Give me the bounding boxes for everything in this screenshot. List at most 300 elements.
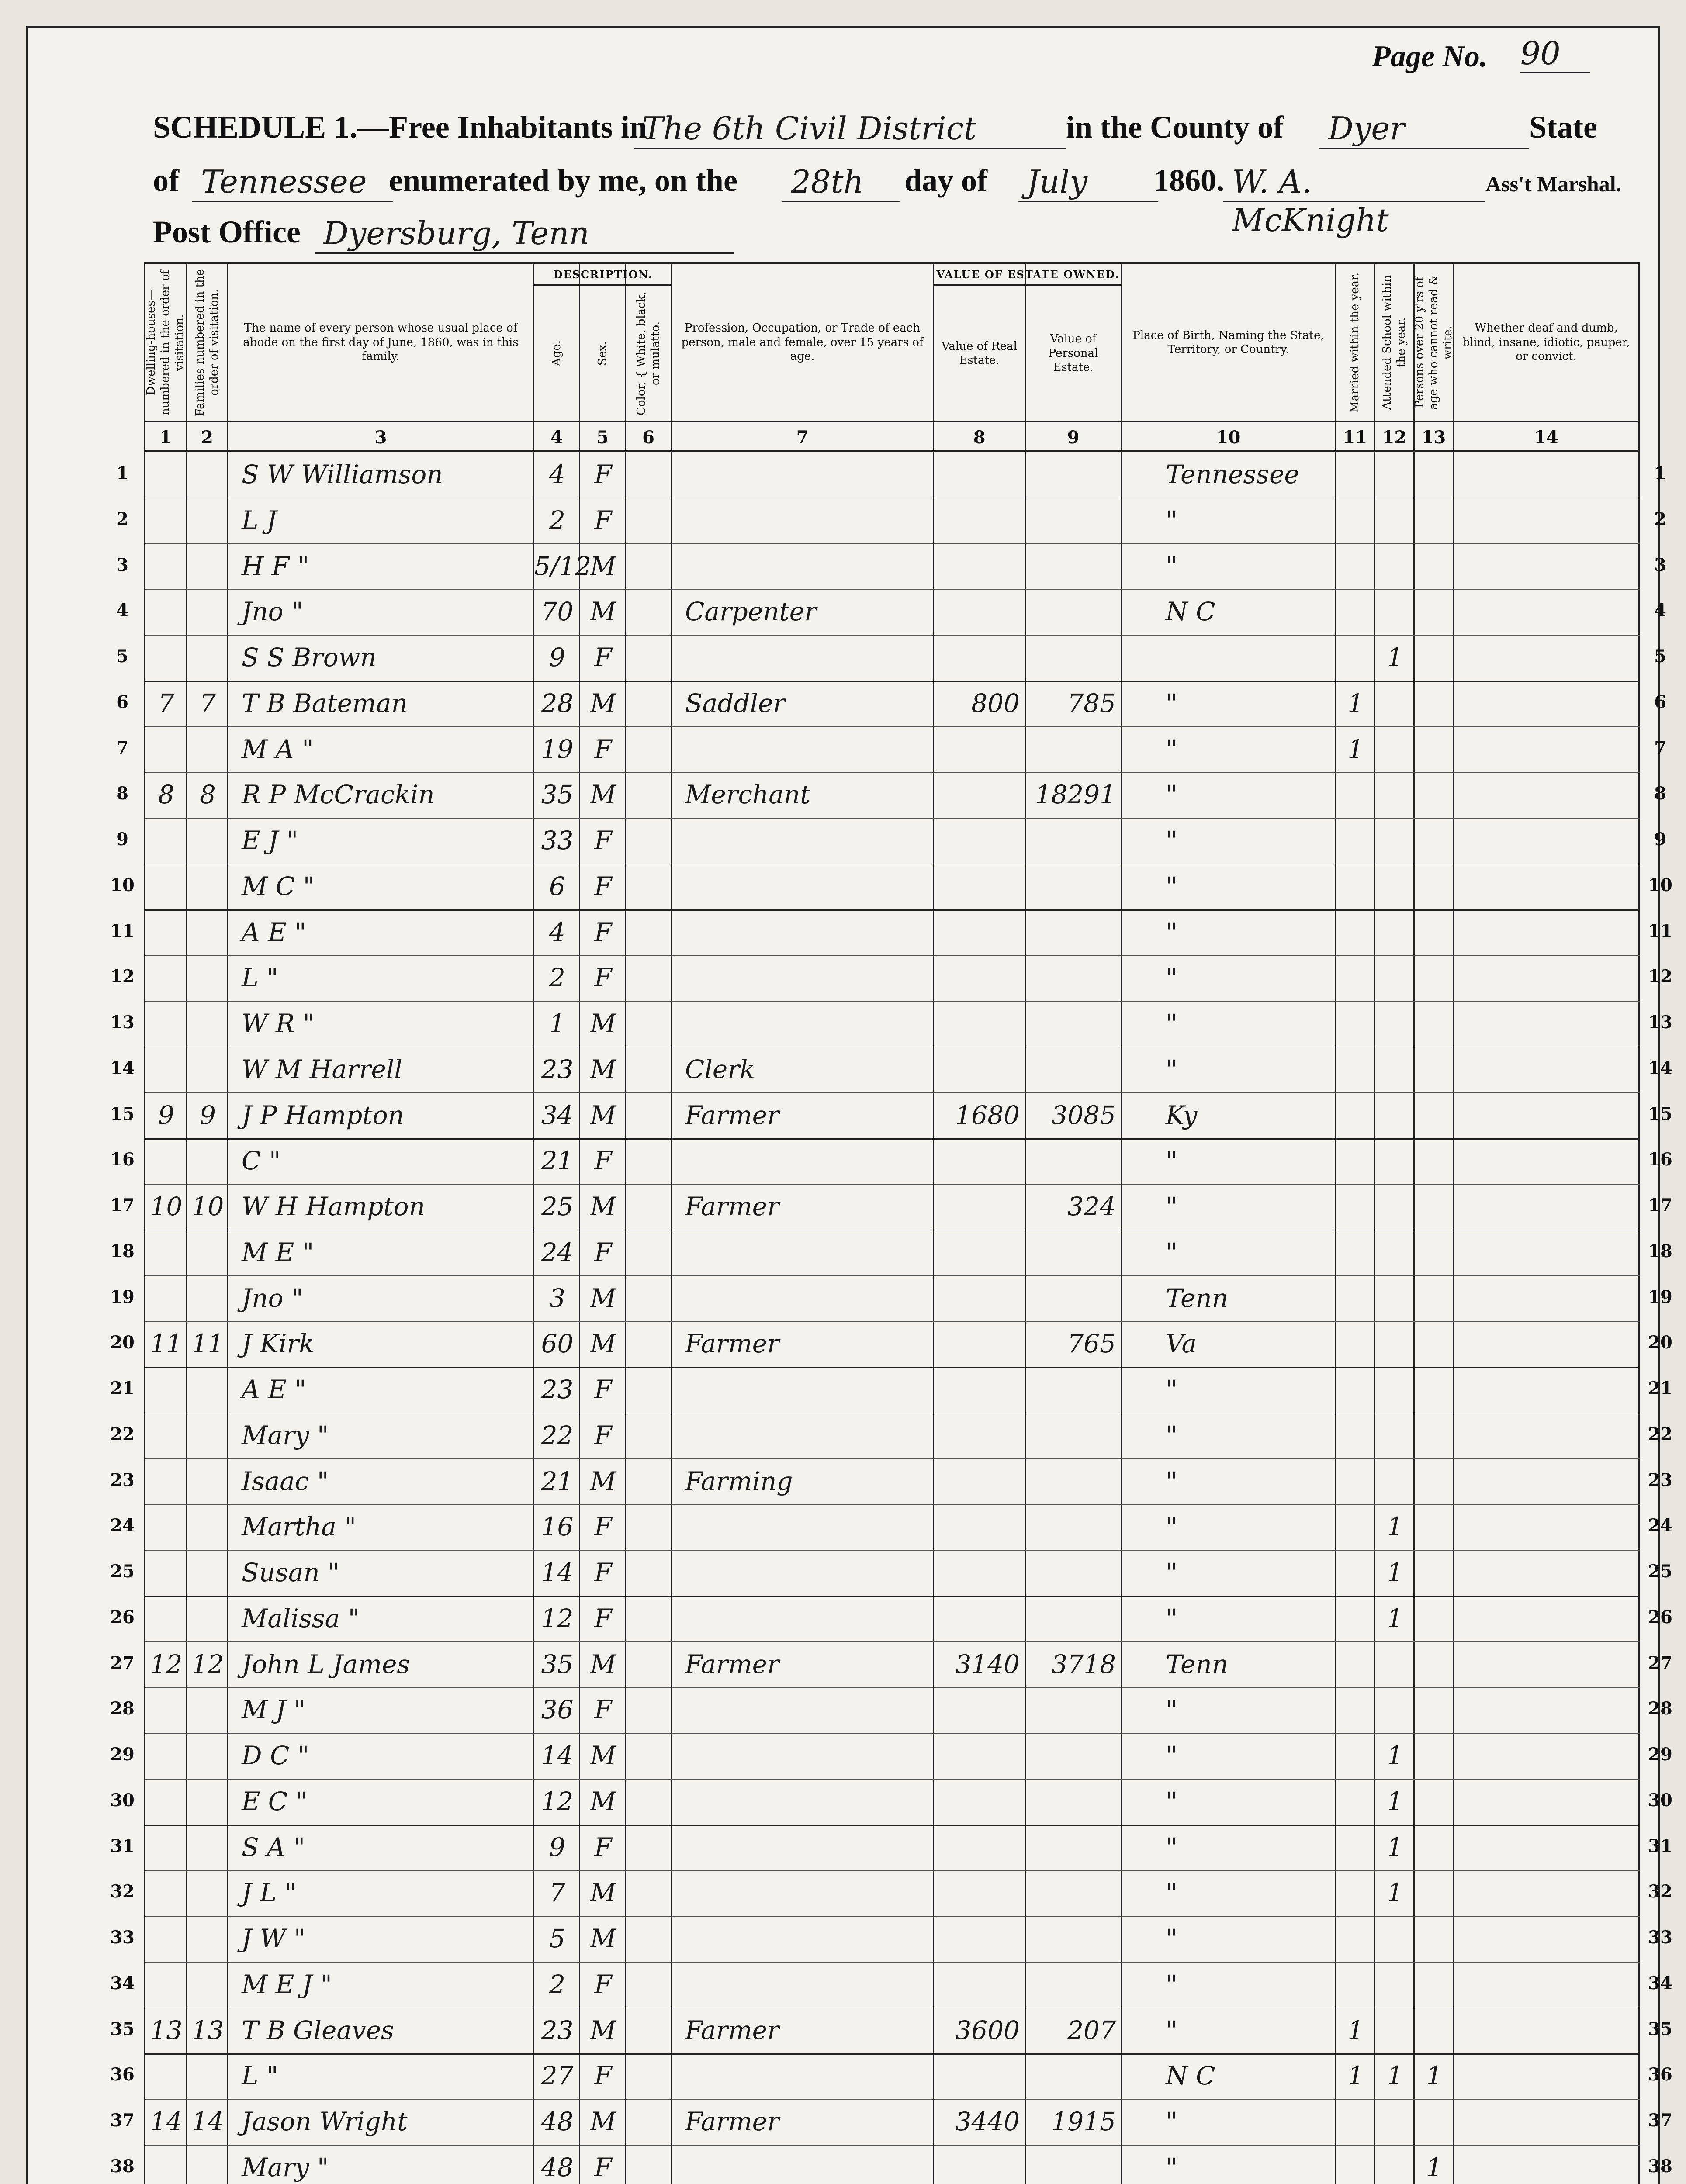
cell-occ: Merchant — [685, 780, 810, 810]
cell-real — [934, 1870, 1026, 1915]
cell-sch: 1 — [1387, 1832, 1403, 1862]
cell-real — [934, 1916, 1026, 1961]
cell-birth: " — [1166, 551, 1177, 581]
column-14 — [1454, 264, 1640, 2184]
cell-sex: M — [590, 1100, 616, 1130]
line-number-right: 38 — [1648, 2156, 1672, 2177]
cell-fam — [187, 955, 228, 1000]
column-number-9: 9 — [1026, 421, 1121, 452]
cell-pers: 3718 — [1051, 1649, 1116, 1679]
cell-pers — [1026, 1962, 1122, 2007]
cell-sex: M — [590, 1054, 616, 1084]
cell-birth: " — [1166, 1009, 1177, 1038]
cell-fam: 11 — [191, 1329, 224, 1359]
cell-sex: M — [590, 688, 616, 718]
cell-sch — [1375, 1184, 1415, 1229]
cell-occ — [672, 1687, 934, 1732]
cell-age: 33 — [541, 826, 574, 855]
cell-fam — [187, 1504, 228, 1549]
cell-dw — [145, 2053, 187, 2098]
cell-birth: " — [1166, 1237, 1177, 1267]
cell-birth: " — [1166, 1466, 1177, 1496]
column-number-2: 2 — [187, 421, 227, 452]
cell-sch — [1375, 1001, 1415, 1046]
cell-occ — [672, 1413, 934, 1458]
cell-occ — [672, 864, 934, 909]
cell-fam — [187, 1275, 228, 1321]
cell-real — [934, 1687, 1026, 1732]
cell-occ — [672, 909, 934, 955]
cell-birth: " — [1166, 2107, 1177, 2136]
cell-age: 24 — [541, 1237, 574, 1267]
cell-dw — [145, 543, 187, 589]
cell-sex: M — [590, 1466, 616, 1496]
cell-birth: " — [1166, 1146, 1177, 1176]
cell-name: D C " — [242, 1741, 309, 1770]
cell-sch: 1 — [1387, 1512, 1403, 1542]
line-number-right: 29 — [1648, 1744, 1672, 1765]
cell-fam: 13 — [191, 2015, 224, 2045]
cell-dw — [145, 1504, 187, 1549]
cell-occ: Farmer — [685, 1100, 779, 1130]
cell-sch — [1375, 1916, 1415, 1961]
line-number-right: 23 — [1648, 1469, 1672, 1490]
cell-age: 16 — [541, 1512, 574, 1542]
cell-mar — [1336, 498, 1375, 543]
cell-fam: 14 — [191, 2107, 224, 2136]
line-number-left: 27 — [110, 1652, 135, 1673]
cell-sex: F — [594, 2152, 612, 2182]
cell-dw: 9 — [158, 1100, 174, 1130]
column-header-14: Whether deaf and dumb, blind, insane, idiotic, pauper, or convict. — [1462, 321, 1630, 363]
cell-ill — [1415, 1733, 1454, 1778]
cell-age: 4 — [549, 460, 565, 489]
line-number-right: 17 — [1648, 1195, 1672, 1216]
cell-sex: F — [594, 460, 612, 489]
cell-dw — [145, 818, 187, 863]
cell-sch — [1375, 1687, 1415, 1732]
cell-sex: F — [594, 1832, 612, 1862]
cell-sch — [1375, 1321, 1415, 1366]
cell-birth: " — [1166, 1054, 1177, 1084]
cell-fam — [187, 589, 228, 634]
line-number-right: 11 — [1648, 920, 1672, 941]
cell-sex: M — [590, 1283, 616, 1313]
cell-mar — [1336, 1047, 1375, 1092]
line-number-right: 21 — [1648, 1378, 1672, 1399]
cell-sex: M — [590, 551, 616, 581]
cell-age: 28 — [541, 688, 574, 718]
cell-ill — [1415, 1047, 1454, 1092]
cell-mar — [1336, 1367, 1375, 1412]
cell-mar — [1336, 1641, 1375, 1687]
cell-birth: " — [1166, 1878, 1177, 1908]
cell-birth: " — [1166, 1741, 1177, 1770]
cell-occ — [672, 635, 934, 680]
cell-sch — [1375, 2008, 1415, 2053]
cell-sch — [1375, 681, 1415, 726]
line-number-right: 34 — [1648, 1973, 1672, 1994]
cell-ill — [1415, 955, 1454, 1000]
cell-pers — [1026, 1504, 1122, 1549]
line-number-left: 28 — [110, 1698, 135, 1719]
cell-sch: 1 — [1387, 643, 1403, 672]
column-number-8: 8 — [934, 421, 1025, 452]
cell-name: L " — [242, 963, 278, 993]
cell-name: T B Gleaves — [242, 2015, 394, 2045]
cell-occ: Farmer — [685, 1192, 779, 1221]
cell-dw — [145, 498, 187, 543]
cell-fam — [187, 1413, 228, 1458]
marshal-label: Ass't Marshal. — [1485, 172, 1622, 196]
cell-ill — [1415, 635, 1454, 680]
cell-sch — [1375, 864, 1415, 909]
cell-mar — [1336, 1138, 1375, 1183]
line-number-left: 5 — [116, 646, 128, 667]
cell-pers — [1026, 864, 1122, 909]
cell-real — [934, 909, 1026, 955]
cell-sch — [1375, 1413, 1415, 1458]
cell-name: S S Brown — [242, 643, 377, 672]
cell-mar — [1336, 909, 1375, 955]
cell-ill — [1415, 772, 1454, 817]
column-header-1: Dwelling-houses— numbered in the order of visitation. — [145, 270, 187, 415]
cell-ill — [1415, 1458, 1454, 1504]
cell-birth: " — [1166, 826, 1177, 855]
line-number-right: 14 — [1648, 1057, 1672, 1078]
cell-sex: F — [594, 1603, 612, 1633]
cell-occ — [672, 1733, 934, 1778]
cell-sch: 1 — [1387, 1603, 1403, 1633]
cell-name: Isaac " — [242, 1466, 329, 1496]
cell-sch — [1375, 1458, 1415, 1504]
cell-dw — [145, 1047, 187, 1092]
cell-age: 21 — [541, 1466, 574, 1496]
cell-mar — [1336, 1001, 1375, 1046]
column-number-6: 6 — [626, 421, 671, 452]
line-number-right: 2 — [1654, 508, 1666, 529]
cell-fam — [187, 1047, 228, 1092]
line-number-right: 5 — [1654, 646, 1666, 667]
cell-pers — [1026, 452, 1122, 497]
cell-fam — [187, 452, 228, 497]
cell-fam — [187, 864, 228, 909]
cell-real — [934, 1825, 1026, 1870]
column-number-5: 5 — [580, 421, 625, 452]
cell-pers: 18291 — [1035, 780, 1116, 810]
day-field: 28th — [782, 162, 900, 202]
cell-occ: Farmer — [685, 2015, 779, 2045]
cell-sch — [1375, 1092, 1415, 1138]
cell-sch — [1375, 1230, 1415, 1275]
cell-mar — [1336, 1916, 1375, 1961]
line-number-left: 17 — [110, 1195, 135, 1216]
cell-age: 12 — [541, 1786, 574, 1816]
line-number-left: 14 — [110, 1057, 135, 1078]
cell-dw — [145, 1001, 187, 1046]
line-number-right: 13 — [1648, 1012, 1672, 1033]
cell-pers: 324 — [1067, 1192, 1116, 1221]
column-header-10: Place of Birth, Naming the State, Territory, or Country. — [1132, 328, 1324, 356]
cell-occ — [672, 818, 934, 863]
cell-age: 9 — [549, 1832, 565, 1862]
month-field: July — [1018, 162, 1158, 202]
cell-birth: " — [1166, 688, 1177, 718]
column-header-4: Age. — [550, 340, 563, 366]
line-number-right: 24 — [1648, 1515, 1672, 1536]
cell-real — [934, 1047, 1026, 1092]
cell-mar: 1 — [1347, 734, 1364, 764]
cell-sch — [1375, 1047, 1415, 1092]
cell-fam — [187, 1230, 228, 1275]
line-number-left: 7 — [116, 737, 128, 758]
cell-dw: 8 — [158, 780, 174, 810]
cell-real — [934, 635, 1026, 680]
cell-dw — [145, 1733, 187, 1778]
column-number-7: 7 — [672, 421, 933, 452]
column-header-12: Attended School within the year. — [1381, 275, 1408, 410]
cell-age: 12 — [541, 1603, 574, 1633]
schedule-label: SCHEDULE 1.—Free Inhabitants in — [153, 110, 647, 145]
cell-age: 48 — [541, 2107, 574, 2136]
state-field: Tennessee — [192, 162, 393, 202]
cell-sex: M — [590, 1329, 616, 1359]
cell-real — [934, 2145, 1026, 2184]
cell-pers — [1026, 818, 1122, 863]
cell-age: 35 — [541, 780, 574, 810]
cell-sch — [1375, 1275, 1415, 1321]
cell-dw — [145, 726, 187, 772]
cell-fam — [187, 1779, 228, 1824]
cell-pers — [1026, 543, 1122, 589]
line-number-right: 32 — [1648, 1881, 1672, 1902]
cell-birth: " — [1166, 1603, 1177, 1633]
cell-birth: " — [1166, 1420, 1177, 1450]
cell-name: S W Williamson — [242, 460, 443, 489]
cell-dw: 13 — [150, 2015, 183, 2045]
line-number-right: 1 — [1654, 463, 1666, 484]
line-number-right: 28 — [1648, 1698, 1672, 1719]
cell-name: S A " — [242, 1832, 305, 1862]
cell-sch: 1 — [1387, 1558, 1403, 1587]
cell-mar — [1336, 1870, 1375, 1915]
cell-mar — [1336, 1092, 1375, 1138]
cell-age: 36 — [541, 1695, 574, 1725]
cell-sch — [1375, 772, 1415, 817]
cell-real — [934, 1550, 1026, 1595]
cell-mar — [1336, 543, 1375, 589]
cell-dw — [145, 1550, 187, 1595]
cell-dw — [145, 1779, 187, 1824]
line-number-left: 4 — [116, 600, 128, 621]
cell-ill — [1415, 1138, 1454, 1183]
cell-sex: F — [594, 826, 612, 855]
cell-birth — [1122, 635, 1336, 680]
cell-occ — [672, 2145, 934, 2184]
cell-name: Jason Wright — [242, 2107, 408, 2136]
cell-sex: F — [594, 734, 612, 764]
description-group-header: DESCRIPTION. — [534, 264, 672, 286]
cell-ill — [1415, 1367, 1454, 1412]
cell-occ: Farming — [685, 1466, 793, 1496]
cell-name: C " — [242, 1146, 281, 1176]
cell-pers — [1026, 498, 1122, 543]
line-number-right: 7 — [1654, 737, 1666, 758]
cell-pers — [1026, 1458, 1122, 1504]
cell-mar — [1336, 2099, 1375, 2144]
cell-mar — [1336, 1321, 1375, 1366]
cell-ill — [1415, 864, 1454, 909]
cell-pers — [1026, 955, 1122, 1000]
cell-mar — [1336, 1230, 1375, 1275]
cell-mar — [1336, 1458, 1375, 1504]
state-label: State — [1529, 110, 1597, 145]
line-number-right: 35 — [1648, 2018, 1672, 2039]
cell-mar — [1336, 1733, 1375, 1778]
cell-occ — [672, 543, 934, 589]
cell-ill: 1 — [1426, 2061, 1443, 2091]
cell-ill — [1415, 1550, 1454, 1595]
district-field: The 6th Civil District — [634, 109, 1066, 149]
column-header-13: Persons over 20 y'rs of age who cannot read & write. — [1413, 275, 1454, 410]
cell-name: Mary " — [242, 2152, 329, 2182]
cell-age: 48 — [541, 2152, 574, 2182]
cell-occ — [672, 1870, 934, 1915]
cell-sex: F — [594, 1695, 612, 1725]
cell-name: L J — [242, 505, 277, 535]
cell-age: 9 — [549, 643, 565, 672]
cell-name: H F " — [242, 551, 309, 581]
cell-fam — [187, 635, 228, 680]
cell-pers — [1026, 1001, 1122, 1046]
line-number-right: 15 — [1648, 1103, 1672, 1124]
cell-mar: 1 — [1347, 2061, 1364, 2091]
line-number-left: 36 — [110, 2064, 135, 2085]
line-number-left: 22 — [110, 1424, 135, 1444]
cell-ill — [1415, 1001, 1454, 1046]
cell-age: 4 — [549, 917, 565, 947]
cell-ill — [1415, 1596, 1454, 1641]
line-number-left: 38 — [110, 2156, 135, 2177]
cell-dw — [145, 1458, 187, 1504]
cell-occ — [672, 1962, 934, 2007]
cell-dw: 12 — [150, 1649, 183, 1679]
cell-real — [934, 1230, 1026, 1275]
line-number-right: 19 — [1648, 1286, 1672, 1307]
cell-real — [934, 1962, 1026, 2007]
line-number-left: 34 — [110, 1973, 135, 1994]
line-number-right: 30 — [1648, 1790, 1672, 1811]
cell-sch — [1375, 726, 1415, 772]
cell-sch — [1375, 589, 1415, 634]
cell-real — [934, 1138, 1026, 1183]
cell-name: W R " — [242, 1009, 315, 1038]
line-number-right: 31 — [1648, 1835, 1672, 1856]
cell-name: R P McCrackin — [242, 780, 435, 810]
column-number-14: 14 — [1454, 421, 1638, 452]
cell-birth: " — [1166, 734, 1177, 764]
cell-dw — [145, 2145, 187, 2184]
cell-fam — [187, 1596, 228, 1641]
cell-mar — [1336, 1687, 1375, 1732]
column-header-3: The name of every person whose usual place of abode on the first day of June, 1860, was in this family. — [243, 321, 519, 363]
cell-fam — [187, 1733, 228, 1778]
cell-dw — [145, 635, 187, 680]
cell-real — [934, 1367, 1026, 1412]
cell-birth: N C — [1166, 2061, 1215, 2091]
cell-age: 22 — [541, 1420, 574, 1450]
cell-age: 25 — [541, 1192, 574, 1221]
column-number-13: 13 — [1415, 421, 1453, 452]
cell-real — [934, 1458, 1026, 1504]
cell-occ — [672, 1367, 934, 1412]
cell-birth: " — [1166, 1832, 1177, 1862]
cell-real — [934, 1413, 1026, 1458]
cell-occ — [672, 2053, 934, 2098]
cell-ill — [1415, 589, 1454, 634]
cell-sex: F — [594, 1969, 612, 1999]
cell-occ: Farmer — [685, 2107, 779, 2136]
cell-ill — [1415, 909, 1454, 955]
line-number-left: 21 — [110, 1378, 135, 1399]
cell-name: Jno " — [242, 597, 303, 627]
cell-name: L " — [242, 2061, 278, 2091]
cell-name: M A " — [242, 734, 314, 764]
cell-birth: " — [1166, 1375, 1177, 1404]
line-number-left: 15 — [110, 1103, 135, 1124]
cell-fam — [187, 1001, 228, 1046]
cell-name: J W " — [242, 1924, 306, 1953]
cell-age: 23 — [541, 1375, 574, 1404]
cell-sex: M — [590, 1924, 616, 1953]
cell-mar — [1336, 1596, 1375, 1641]
line-number-right: 9 — [1654, 829, 1666, 850]
column-number-11: 11 — [1336, 421, 1374, 452]
cell-pers — [1026, 1916, 1122, 1961]
cell-dw: 14 — [150, 2107, 183, 2136]
cell-age: 14 — [541, 1558, 574, 1587]
post-office-field: Dyersburg, Tenn — [315, 214, 734, 254]
cell-mar — [1336, 1275, 1375, 1321]
cell-dw — [145, 1687, 187, 1732]
cell-pers — [1026, 726, 1122, 772]
cell-sex: F — [594, 963, 612, 993]
cell-sch — [1375, 818, 1415, 863]
cell-real — [934, 1275, 1026, 1321]
cell-fam: 7 — [200, 688, 216, 718]
cell-occ — [672, 1230, 934, 1275]
cell-ill — [1415, 2008, 1454, 2053]
cell-occ: Farmer — [685, 1329, 779, 1359]
cell-sex: F — [594, 917, 612, 947]
line-number-right: 4 — [1654, 600, 1666, 621]
cell-age: 23 — [541, 2015, 574, 2045]
cell-mar — [1336, 1825, 1375, 1870]
cell-sch — [1375, 2145, 1415, 2184]
county-label: in the County of — [1066, 110, 1284, 145]
cell-name: John L James — [242, 1649, 410, 1679]
cell-pers: 207 — [1067, 2015, 1116, 2045]
cell-fam — [187, 1458, 228, 1504]
cell-birth: " — [1166, 1924, 1177, 1953]
line-number-right: 3 — [1654, 554, 1666, 575]
cell-real — [934, 452, 1026, 497]
cell-mar — [1336, 772, 1375, 817]
line-number-right: 10 — [1648, 874, 1672, 895]
cell-dw — [145, 452, 187, 497]
column-number-12: 12 — [1375, 421, 1413, 452]
cell-sex: F — [594, 871, 612, 901]
